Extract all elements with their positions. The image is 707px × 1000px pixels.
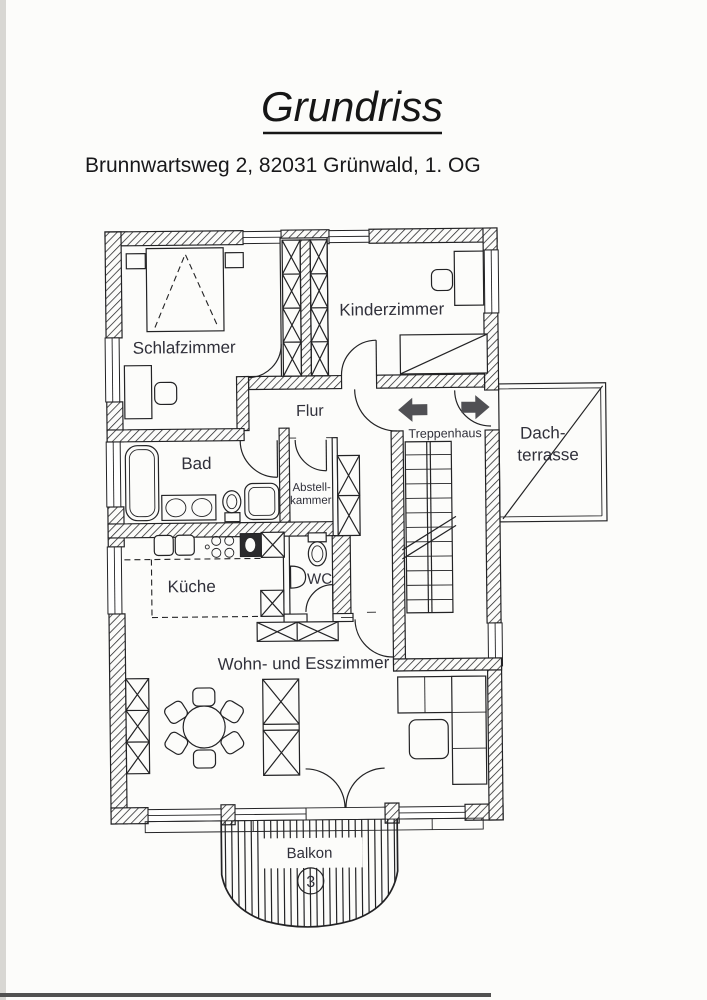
room-label-treppenhaus: Treppenhaus xyxy=(408,426,482,441)
address-line: Brunnwartsweg 2, 82031 Grünwald, 1. OG xyxy=(85,154,481,177)
bed-double xyxy=(146,248,224,332)
shower xyxy=(245,483,279,519)
shaft-abstellkammer xyxy=(337,455,360,535)
dining-chair xyxy=(193,688,215,706)
nightstand-left xyxy=(126,254,145,269)
page-title: Grundriss xyxy=(260,83,444,130)
coffee-table xyxy=(409,719,448,758)
kitchen-sink-right xyxy=(175,535,194,555)
balcony-number: 3 xyxy=(306,873,316,891)
arrow-left-icon xyxy=(399,399,427,421)
door-entry-flur xyxy=(355,389,397,431)
shelf-center xyxy=(263,679,300,775)
window-top-2 xyxy=(329,230,369,242)
sink-wc xyxy=(290,566,305,588)
kueche-fixtures xyxy=(124,533,262,617)
room-labels xyxy=(132,298,583,893)
oven xyxy=(240,533,261,556)
cooktop-burners xyxy=(205,536,234,557)
door-wc xyxy=(306,585,333,612)
room-label-abstellkammer-line2: kammer xyxy=(289,494,332,508)
toilet-bad xyxy=(223,491,241,522)
window-left-schlafzimmer xyxy=(105,338,120,402)
chair-kinderzimmer xyxy=(431,269,452,290)
direction-arrows xyxy=(399,396,489,421)
scan-edge-shadow xyxy=(0,0,6,1000)
bathtub xyxy=(125,445,159,520)
scan-bottom-line xyxy=(0,993,491,997)
double-sink xyxy=(162,495,216,521)
window-bottom-3 xyxy=(399,806,465,819)
sideboard xyxy=(257,622,338,642)
window-bottom-2 xyxy=(235,808,306,821)
window-bottom-1 xyxy=(148,809,221,822)
dining-chair xyxy=(193,750,215,768)
kitchen-sink-left xyxy=(154,535,173,555)
room-label-abstellkammer-line1: Abstell- xyxy=(292,481,331,495)
bookshelf-left xyxy=(126,679,150,774)
room-label-wc: WC xyxy=(307,570,333,588)
room-label-dachterrasse-line2: terrasse xyxy=(517,445,579,465)
nightstand-right xyxy=(225,253,243,268)
desk-schlafzimmer xyxy=(124,366,152,419)
shaft-kueche xyxy=(260,532,285,616)
door-wohnzimmer xyxy=(355,619,393,657)
window-top-1 xyxy=(243,231,281,243)
room-label-flur: Flur xyxy=(295,402,324,421)
arrow-right-icon xyxy=(462,396,489,418)
room-label-kinderzimmer: Kinderzimmer xyxy=(339,299,445,320)
wohnzimmer-furniture xyxy=(125,620,487,788)
door-bad xyxy=(240,440,277,477)
chair-schlafzimmer xyxy=(155,382,177,404)
room-label-dachterrasse-line1: Dach- xyxy=(520,423,566,443)
door-balcony-french xyxy=(306,768,386,820)
window-left-bad xyxy=(106,442,121,507)
desk-kinderzimmer xyxy=(454,251,484,305)
window-right-kinderzimmer xyxy=(484,250,499,313)
stairs xyxy=(401,441,457,613)
floor-plan xyxy=(104,227,611,932)
door-kinderzimmer xyxy=(341,340,376,375)
window-left-kueche xyxy=(107,547,122,614)
dining-table xyxy=(163,688,246,769)
room-label-bad: Bad xyxy=(181,453,212,474)
toilet-wc xyxy=(308,533,326,566)
door-abstellkammer xyxy=(295,440,326,471)
bed-kinderzimmer xyxy=(400,334,487,374)
room-label-wohnesszimmer: Wohn- und Esszimmer xyxy=(217,653,390,674)
room-label-balkon: Balkon xyxy=(286,844,333,863)
title-block xyxy=(85,83,481,177)
schlafzimmer-furniture xyxy=(123,248,245,419)
door-schlafzimmer xyxy=(248,344,281,377)
room-label-kueche: Küche xyxy=(167,576,216,597)
room-label-schlafzimmer: Schlafzimmer xyxy=(132,337,236,358)
shaft-schlaf-kinder xyxy=(280,238,328,376)
